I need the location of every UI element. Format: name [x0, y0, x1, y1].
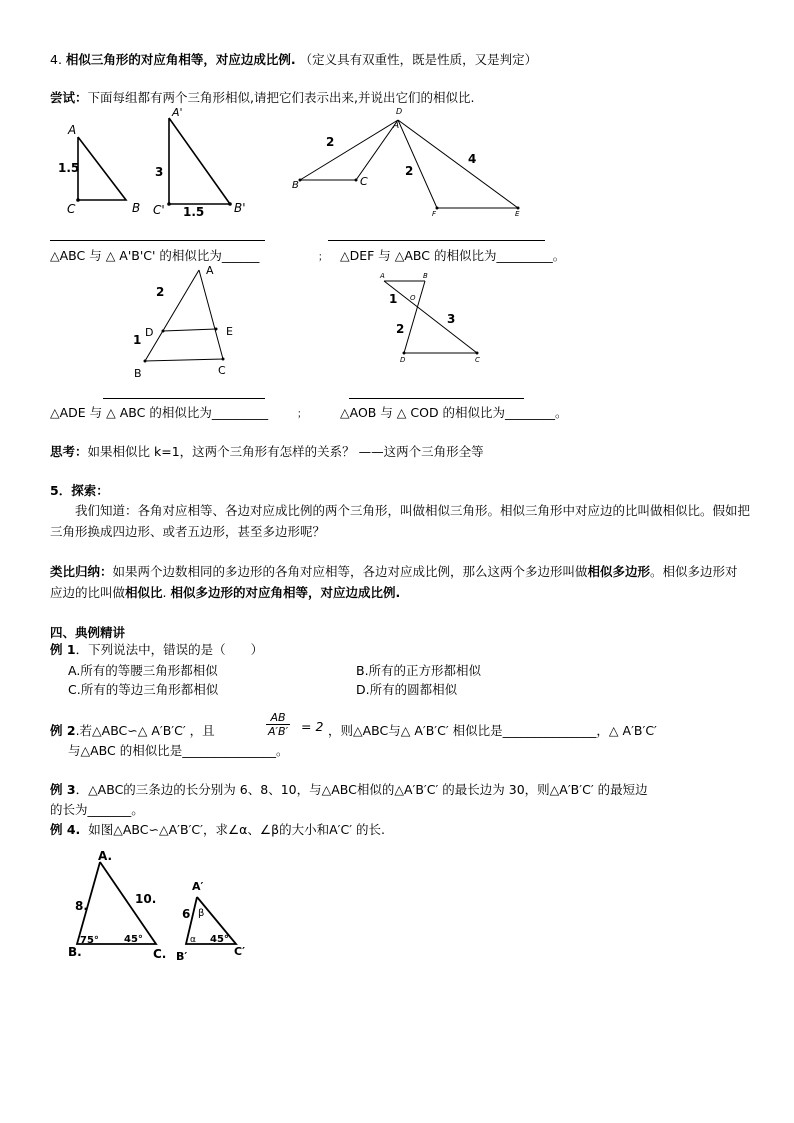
label-len-3: 3: [447, 312, 456, 326]
triangle-abc: [78, 137, 126, 200]
label-alpha: α: [190, 935, 196, 945]
label-angle-75: 75°: [80, 935, 99, 946]
try-text: 下面每组都有两个三角形相似,请把它们表示出来,并说出它们的相似比.: [87, 90, 475, 105]
vertex-b2: [299, 179, 302, 182]
label-o: O: [410, 294, 416, 302]
analog-paragraph: [50, 561, 750, 603]
label-d: D: [396, 107, 403, 116]
label-b4: B: [423, 272, 428, 280]
label-a3: A: [206, 264, 214, 277]
separator: ；: [318, 252, 328, 263]
example-2-text-2: ，则△ABC与△ A′B′C′ 相似比是_______________，△ A′B′C′: [328, 723, 657, 738]
analog-bold-1: 相似多边形: [587, 564, 651, 579]
label-len-2a: 2: [326, 135, 335, 149]
vertex-c4: [476, 352, 479, 355]
example-1-text: ．下列说法中，错误的是（ ）: [75, 642, 264, 657]
label-len-2b: 2: [405, 164, 414, 178]
question-2b: △AOB 与 △ COD 的相似比为________。: [340, 405, 568, 420]
label-side-15b: 1.5: [183, 205, 205, 219]
label-b6: B′: [176, 950, 188, 963]
vertex-c: [76, 198, 80, 202]
label-side-6: 6: [182, 907, 191, 921]
segment-ac: [384, 281, 477, 353]
example-4-line: [50, 822, 385, 838]
example-3-text-1: ．△ABC的三条边的长分别为 6、8、10，与△ABC相似的△A′B′C′ 的最长边为 30，则△A′B′C′ 的最短边: [75, 782, 648, 797]
analog-bold-2: 相似比: [125, 585, 163, 600]
section-number: 4.: [50, 52, 62, 67]
answer-line[interactable]: [349, 398, 524, 399]
label-b: B: [132, 201, 141, 215]
label-d4: D: [400, 356, 406, 364]
label-side-10: 10.: [135, 892, 157, 906]
figure-example-4: [68, 849, 245, 963]
label-len-2c: 2: [156, 285, 165, 299]
section-5-paragraph: 我们知道：各角对应相等、各边对应成比例的两个三角形，叫做相似三角形。相似三角形中对应边的比叫做相似比。假如把三角形换成四边形、或者五边形，甚至多边形呢？: [50, 503, 751, 539]
answer-line[interactable]: [103, 398, 265, 399]
ratio-equals: = 2: [301, 719, 324, 734]
figure-triangles-def: [292, 107, 520, 218]
label-angle-45a: 45°: [124, 934, 143, 945]
answer-line[interactable]: [50, 240, 265, 241]
label-len-1: 1: [133, 333, 142, 347]
label-beta: β: [198, 908, 205, 919]
figure-hourglass: [379, 272, 480, 364]
example-1: [50, 642, 263, 658]
label-c4: C: [475, 356, 480, 364]
label-len-1b: 1: [389, 292, 398, 306]
analog-label: 类比归纳：: [50, 564, 113, 579]
triangle-abc-2: [300, 120, 398, 180]
label-c2: C: [360, 175, 368, 188]
example-2-text-1: .若△ABC∽△ A′B′C′ ，且: [75, 723, 215, 738]
triangle-a1b1c1: [169, 118, 230, 204]
ratio-fraction: [266, 711, 290, 738]
fraction-numerator: AB: [266, 711, 290, 725]
example-4-text: 如图△ABC∽△A′B′C′，求∠α、∠β的大小和A′C′ 的长.: [88, 822, 386, 837]
vertex-b1: [228, 202, 232, 206]
question-1b: △DEF 与 △ABC 的相似比为_________。: [340, 248, 566, 263]
label-b3: B: [134, 367, 142, 380]
figure-triangle-ade: [133, 264, 233, 380]
figure-right-triangles: [58, 106, 246, 219]
example-1-label: 例 1: [50, 642, 76, 657]
section-examples-title: 四、典例精讲: [50, 625, 126, 640]
label-side-15: 1.5: [58, 161, 80, 175]
example-4-label: 例 4.: [50, 822, 81, 837]
label-a6: A′: [192, 880, 204, 893]
label-b5: B.: [68, 945, 82, 959]
option-b[interactable]: B.所有的正方形都相似: [356, 663, 482, 678]
label-c: C: [67, 202, 76, 216]
label-a1: A': [172, 106, 183, 119]
label-c1: C': [153, 203, 165, 217]
question-1a: △ABC 与 △ A'B'C' 的相似比为______: [50, 248, 260, 263]
segment-bd: [404, 281, 425, 353]
question-2a: △ADE 与 △ ABC 的相似比为_________: [50, 405, 269, 420]
example-2-label: 例 2: [50, 723, 76, 738]
vertex-d3: [162, 330, 165, 333]
separator: ；: [297, 409, 307, 420]
example-3-line-1: [50, 782, 648, 798]
triangle-def: [398, 120, 518, 208]
example-2-line-1: [50, 723, 215, 739]
fraction-denominator: A′B′: [268, 725, 289, 738]
label-d3: D: [145, 326, 154, 339]
think-text: 如果相似比 k=1，这两个三角形有怎样的关系？ ——这两个三角形全等: [87, 444, 484, 459]
vertex-b3: [144, 360, 147, 363]
label-c3: C: [218, 364, 226, 377]
label-len-4: 4: [468, 152, 477, 166]
option-d[interactable]: D.所有的圆都相似: [356, 682, 458, 697]
vertex-c1: [167, 202, 171, 206]
example-3-text-2: 的长为_______。: [50, 802, 144, 817]
example-3-label: 例 3: [50, 782, 76, 797]
label-c6: C′: [234, 945, 245, 958]
vertex-d4: [403, 352, 406, 355]
label-e: E: [515, 210, 520, 218]
label-c5: C.: [153, 947, 167, 961]
label-a: A: [68, 123, 77, 137]
analog-text-2: 。相似多边形对应边的比叫做: [50, 564, 738, 600]
think-label: 思考：: [50, 444, 88, 459]
think-line: [50, 444, 484, 460]
vertex-c2: [355, 179, 358, 182]
vertex-e3: [215, 328, 218, 331]
vertex-c3: [222, 358, 225, 361]
label-angle-45b: 45°: [210, 934, 229, 945]
section-note: （定义具有双重性，既是性质，又是判定）: [299, 52, 538, 67]
try-label: 尝试：: [50, 90, 88, 105]
section-5-title: 5．探索：: [50, 483, 109, 498]
label-f: F: [432, 210, 437, 218]
analog-text-3: .: [162, 585, 171, 600]
option-c[interactable]: C.所有的等边三角形都相似: [68, 682, 219, 697]
analog-bold-3: 相似多边形的对应角相等，对应边成比例.: [170, 585, 401, 600]
label-b2: B: [292, 180, 299, 191]
triangle-abc-3: [145, 270, 223, 361]
label-e3: E: [226, 325, 233, 338]
label-len-2d: 2: [396, 322, 405, 336]
label-side-3: 3: [155, 165, 164, 179]
label-a4: A: [380, 272, 385, 280]
section-title: 相似三角形的对应角相等，对应边成比例.: [65, 52, 296, 67]
example-2-text-3: 与△ABC 的相似比是_______________。: [68, 743, 289, 758]
answer-line[interactable]: [328, 240, 545, 241]
label-b1: B': [234, 201, 246, 215]
label-a2: A: [393, 121, 400, 131]
label-a5: A.: [98, 849, 113, 863]
label-side-8: 8.: [75, 899, 88, 913]
option-a[interactable]: A.所有的等腰三角形都相似: [68, 663, 218, 678]
analog-text-1: 如果两个边数相同的多边形的各角对应相等，各边对应成比例，那么这两个多边形叫做: [112, 564, 588, 579]
segment-de: [163, 329, 216, 331]
